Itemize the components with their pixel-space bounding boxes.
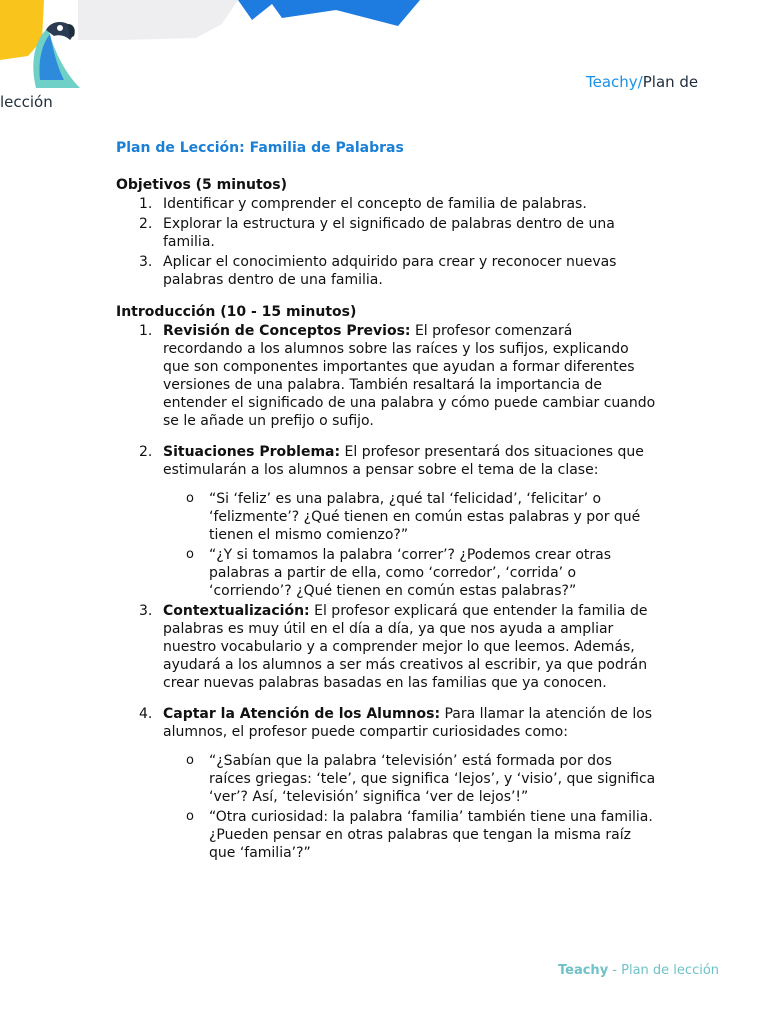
banner-blue-shape <box>238 0 420 26</box>
item-text: El profesor presentará dos situaciones que estimularán a los alumnos a pensar sobre el tema de la clase: <box>163 444 644 478</box>
header-banner <box>0 0 768 120</box>
bullet-item <box>163 546 656 600</box>
bullet-mark: o <box>186 491 194 506</box>
item-number: 1. <box>139 323 153 339</box>
item-text: Explorar la estructura y el significado de palabras dentro de una familia. <box>163 216 615 250</box>
lesson-document <box>116 139 656 876</box>
bullet-item <box>163 490 656 544</box>
footer-separator: - <box>608 963 622 978</box>
footer-label: Plan de lección <box>621 963 720 978</box>
item-number: 3. <box>139 603 153 619</box>
brand-title-part1: Plan de <box>642 73 699 91</box>
bullet-mark: o <box>186 809 194 824</box>
document-title: Plan de Lección: Familia de Palabras <box>116 140 404 156</box>
bullet-item <box>163 808 656 862</box>
item-number: 2. <box>139 444 153 460</box>
objectives-list <box>116 195 656 289</box>
bullet-text: “¿Sabían que la palabra ‘televisión’ está formada por dos raíces griegas: ‘tele’, que significa ‘lejos’, y ‘visio’, que significa ‘ver’? Así, ‘televisión’ significa ‘ver de lejos’!” <box>209 753 656 805</box>
bullet-list <box>163 490 656 600</box>
item-number: 3. <box>139 254 153 270</box>
bullet-list <box>163 752 656 862</box>
brand-name[interactable]: Teachy <box>586 73 638 91</box>
bullet-text: “Otra curiosidad: la palabra ‘familia’ también tiene una familia. ¿Pueden pensar en otras palabras que tengan la misma raíz que ‘familia’?” <box>209 809 653 861</box>
item-text: Identificar y comprender el concepto de familia de palabras. <box>163 196 587 212</box>
bullet-text: “Si ‘feliz’ es una palabra, ¿qué tal ‘felicidad’, ‘felicitar’ o ‘felizmente’? ¿Qué tienen en común estas palabras y por qué tienen el mismo comienzo?” <box>209 491 641 543</box>
item-text: Aplicar el conocimiento adquirido para crear y reconocer nuevas palabras dentro de una familia. <box>163 254 617 288</box>
item-text: El profesor explicará que entender la familia de palabras es muy útil en el día a día, ya que nos ayuda a ampliar nuestro vocabulario y a comprender mejor lo que leemos. Además, ayudará a los alumnos a ser más creativos al escribir, ya que podrán crear nuevas palabras basadas en las familias que ya conocen. <box>163 603 648 691</box>
item-number: 4. <box>139 706 153 722</box>
list-item <box>116 443 656 600</box>
list-item <box>116 215 656 251</box>
header-brand <box>586 73 698 91</box>
item-text: El profesor comenzará recordando a los alumnos sobre las raíces y los sufijos, explicando que son componentes importantes que ayudan a formar diferentes versiones de una palabra. También resaltará la importancia de entender el significado de una palabra y cómo puede cambiar cuando se le añade un prefijo o sufijo. <box>163 323 656 429</box>
item-label: Revisión de Conceptos Previos: <box>163 323 411 339</box>
bullet-item <box>163 752 656 806</box>
brand-separator: / <box>637 73 643 91</box>
bullet-mark: o <box>186 753 194 768</box>
item-number: 2. <box>139 216 153 232</box>
brand-title-continued: lección <box>0 93 53 111</box>
item-label: Situaciones Problema: <box>163 444 341 460</box>
introduction-list <box>116 322 656 862</box>
list-item <box>116 195 656 213</box>
list-item <box>116 253 656 289</box>
section-heading-introduccion: Introducción (10 - 15 minutos) <box>116 304 357 320</box>
item-label: Captar la Atención de los Alumnos: <box>163 706 441 722</box>
section-heading-objetivos: Objetivos (5 minutos) <box>116 177 288 193</box>
item-label: Contextualización: <box>163 603 310 619</box>
bullet-mark: o <box>186 547 194 562</box>
list-item <box>116 322 656 430</box>
item-number: 1. <box>139 196 153 212</box>
bullet-text: “¿Y si tomamos la palabra ‘correr’? ¿Podemos crear otras palabras a partir de ella, como ‘corredor’, ‘corrida’ o ‘corriendo’? ¿Qué tienen en común estas palabras?” <box>209 547 612 599</box>
page-footer <box>558 963 719 978</box>
footer-brand: Teachy <box>558 963 609 978</box>
item-text: Para llamar la atención de los alumnos, el profesor puede compartir curiosidades como: <box>163 706 653 740</box>
list-item <box>116 705 656 862</box>
list-item <box>116 602 656 692</box>
